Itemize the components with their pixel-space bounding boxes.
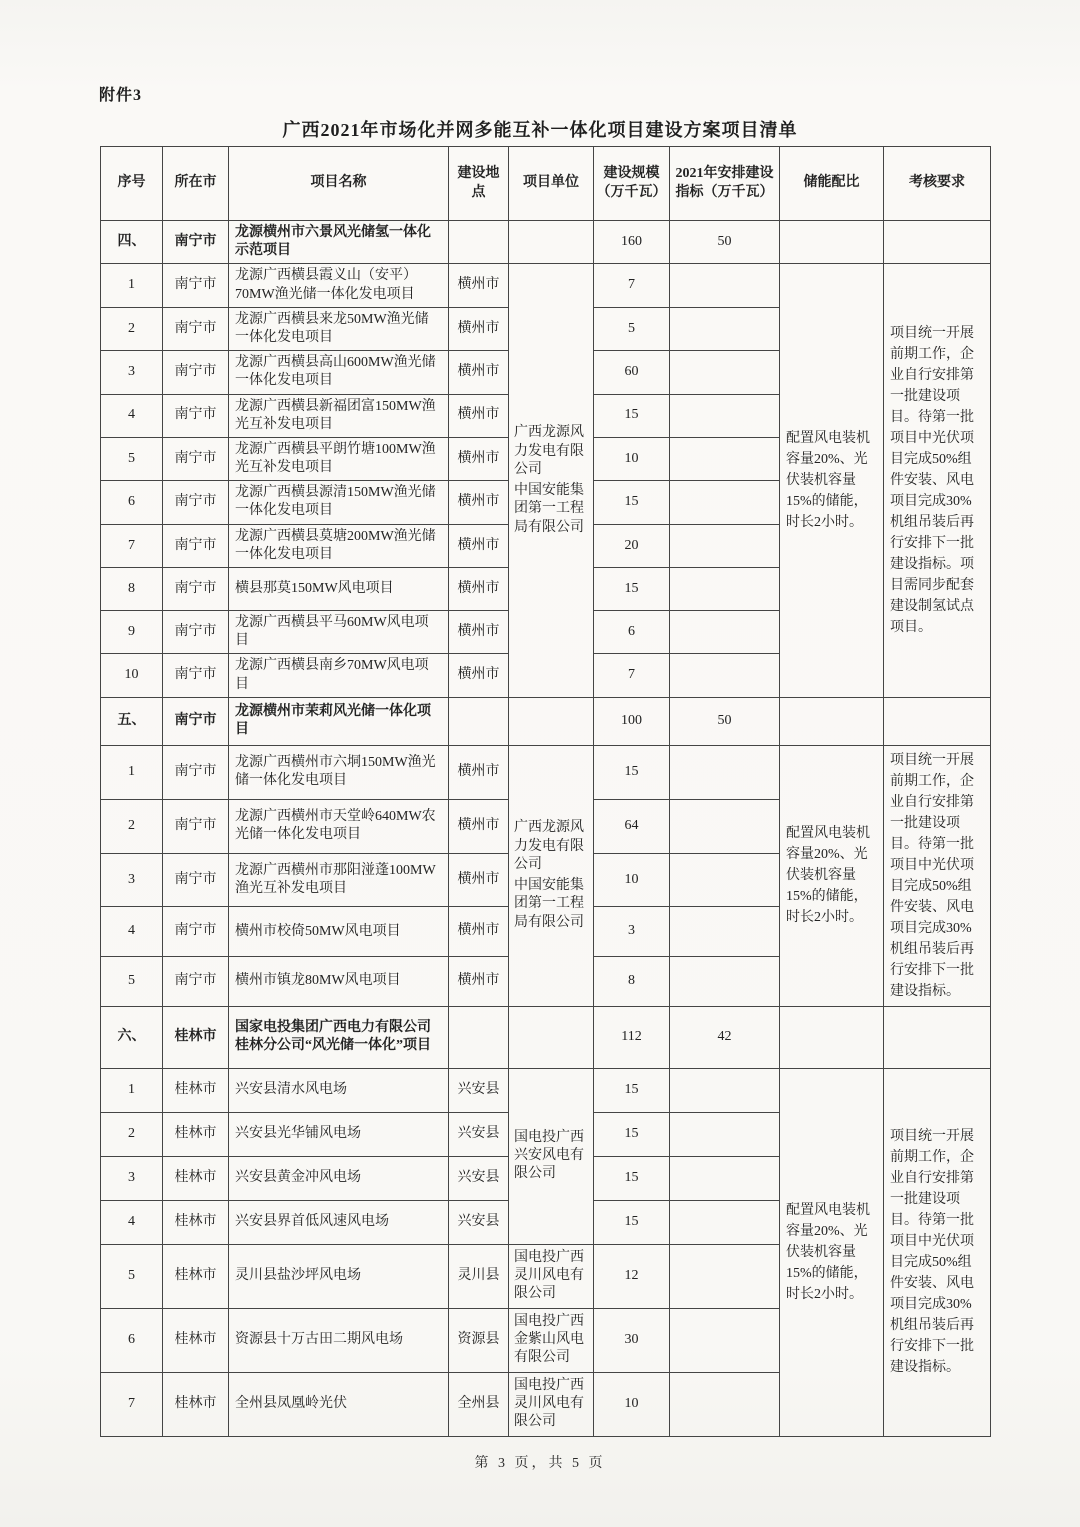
cell-city: 南宁市 bbox=[163, 437, 229, 480]
cell-indicator-empty bbox=[670, 264, 780, 307]
cell-project-name: 兴安县光华铺风电场 bbox=[229, 1112, 449, 1156]
cell-scale: 20 bbox=[594, 524, 670, 567]
cell-city: 南宁市 bbox=[163, 697, 229, 745]
section-row-5 bbox=[101, 697, 991, 745]
cell-location: 横州市 bbox=[449, 481, 509, 524]
cell-location: 横州市 bbox=[449, 745, 509, 799]
cell-indicator-empty bbox=[670, 394, 780, 437]
cell-indicator-empty bbox=[670, 745, 780, 799]
cell-scale: 10 bbox=[594, 1372, 670, 1436]
cell-location: 资源县 bbox=[449, 1308, 509, 1372]
cell-location: 兴安县 bbox=[449, 1156, 509, 1200]
cell-location: 横州市 bbox=[449, 437, 509, 480]
page-title: 广西2021年市场化并网多能互补一体化项目建设方案项目清单 bbox=[282, 120, 798, 140]
cell-seq: 5 bbox=[101, 1244, 163, 1308]
table-row bbox=[101, 264, 991, 307]
cell-seq: 6 bbox=[101, 481, 163, 524]
cell-indicator: 50 bbox=[670, 697, 780, 745]
cell-seq: 1 bbox=[101, 1068, 163, 1112]
cell-location: 横州市 bbox=[449, 568, 509, 611]
cell-indicator-empty bbox=[670, 1244, 780, 1308]
cell-project-name: 国家电投集团广西电力有限公司桂林分公司“风光储一体化”项目 bbox=[229, 1006, 449, 1068]
cell-scale: 15 bbox=[594, 1112, 670, 1156]
cell-project-name: 横州市镇龙80MW风电项目 bbox=[229, 957, 449, 1007]
cell-unit: 国电投广西金紫山风电有限公司 bbox=[509, 1308, 594, 1372]
cell-location: 横州市 bbox=[449, 907, 509, 957]
cell-storage-merged: 配置风电装机容量20%、光伏装机容量15%的储能，时长2小时。 bbox=[780, 264, 884, 697]
cell-indicator-empty bbox=[670, 307, 780, 350]
cell-indicator: 50 bbox=[670, 221, 780, 264]
cell-scale: 5 bbox=[594, 307, 670, 350]
cell-city: 桂林市 bbox=[163, 1244, 229, 1308]
cell-project-name: 龙源横州市茉莉风光储一体化项目 bbox=[229, 697, 449, 745]
cell-seq: 8 bbox=[101, 568, 163, 611]
cell-location-empty bbox=[449, 1006, 509, 1068]
cell-city: 南宁市 bbox=[163, 745, 229, 799]
cell-seq: 4 bbox=[101, 394, 163, 437]
cell-seq: 5 bbox=[101, 957, 163, 1007]
cell-city: 南宁市 bbox=[163, 394, 229, 437]
section-row-6 bbox=[101, 1006, 991, 1068]
cell-project-name: 兴安县清水风电场 bbox=[229, 1068, 449, 1112]
cell-seq: 四、 bbox=[101, 221, 163, 264]
cell-city: 南宁市 bbox=[163, 611, 229, 654]
cell-unit-merged bbox=[509, 264, 594, 697]
cell-city: 南宁市 bbox=[163, 799, 229, 853]
cell-unit-empty bbox=[509, 221, 594, 264]
project-table bbox=[100, 146, 991, 1437]
cell-city: 南宁市 bbox=[163, 351, 229, 394]
cell-city: 南宁市 bbox=[163, 654, 229, 697]
cell-seq: 3 bbox=[101, 853, 163, 907]
cell-unit-empty bbox=[509, 697, 594, 745]
cell-seq: 2 bbox=[101, 307, 163, 350]
cell-scale: 12 bbox=[594, 1244, 670, 1308]
cell-seq: 5 bbox=[101, 437, 163, 480]
cell-project-name: 龙源广西横州市那阳湴蓬100MW渔光互补发电项目 bbox=[229, 853, 449, 907]
cell-scale: 7 bbox=[594, 264, 670, 307]
cell-project-name: 龙源广西横县霞义山（安平）70MW渔光储一体化发电项目 bbox=[229, 264, 449, 307]
cell-city: 南宁市 bbox=[163, 481, 229, 524]
cell-location-empty bbox=[449, 697, 509, 745]
cell-project-name: 龙源广西横县来龙50MW渔光储一体化发电项目 bbox=[229, 307, 449, 350]
cell-indicator-empty bbox=[670, 1112, 780, 1156]
cell-assessment-empty bbox=[884, 697, 991, 745]
cell-scale: 64 bbox=[594, 799, 670, 853]
cell-location: 兴安县 bbox=[449, 1200, 509, 1244]
cell-indicator-empty bbox=[670, 654, 780, 697]
cell-scale: 30 bbox=[594, 1308, 670, 1372]
cell-location: 横州市 bbox=[449, 654, 509, 697]
cell-unit-merged bbox=[509, 745, 594, 1006]
cell-city: 南宁市 bbox=[163, 853, 229, 907]
cell-indicator-empty bbox=[670, 1308, 780, 1372]
cell-indicator-empty bbox=[670, 1372, 780, 1436]
cell-scale: 15 bbox=[594, 1156, 670, 1200]
cell-location-empty bbox=[449, 221, 509, 264]
cell-scale: 10 bbox=[594, 437, 670, 480]
cell-location: 横州市 bbox=[449, 524, 509, 567]
unit-line: 广西龙源风力发电有限公司 bbox=[514, 820, 584, 873]
unit-line: 广西龙源风力发电有限公司 bbox=[514, 425, 584, 478]
cell-seq: 1 bbox=[101, 264, 163, 307]
column-header-indicator: 2021年安排建设指标（万千瓦） bbox=[670, 147, 780, 221]
cell-assessment-merged: 项目统一开展前期工作，企业自行安排第一批建设项目。待第一批项目中光伏项目完成50%组件安装、风电项目完成30%机组吊装后再行安排下一批建设指标。 bbox=[884, 745, 991, 1006]
cell-location: 兴安县 bbox=[449, 1112, 509, 1156]
cell-storage-empty bbox=[780, 221, 884, 264]
cell-storage-empty bbox=[780, 697, 884, 745]
cell-project-name: 灵川县盐沙坪风电场 bbox=[229, 1244, 449, 1308]
cell-assessment-merged: 项目统一开展前期工作，企业自行安排第一批建设项目。待第一批项目中光伏项目完成50%组件安装、风电项目完成30%机组吊装后再行安排下一批建设指标。 bbox=[884, 1068, 991, 1436]
cell-location: 横州市 bbox=[449, 351, 509, 394]
cell-assessment-merged: 项目统一开展前期工作，企业自行安排第一批建设项目。待第一批项目中光伏项目完成50%组件安装、风电项目完成30%机组吊装后再行安排下一批建设指标。项目需同步配套建设制氢试点项目。 bbox=[884, 264, 991, 697]
cell-scale: 15 bbox=[594, 481, 670, 524]
cell-storage-empty bbox=[780, 1006, 884, 1068]
cell-indicator-empty bbox=[670, 907, 780, 957]
cell-indicator-empty bbox=[670, 437, 780, 480]
cell-indicator-empty bbox=[670, 568, 780, 611]
table-row bbox=[101, 1068, 991, 1112]
cell-seq: 4 bbox=[101, 907, 163, 957]
cell-scale: 7 bbox=[594, 654, 670, 697]
cell-indicator-empty bbox=[670, 351, 780, 394]
column-header-scale: 建设规模（万千瓦） bbox=[594, 147, 670, 221]
cell-project-name: 资源县十万古田二期风电场 bbox=[229, 1308, 449, 1372]
cell-scale: 15 bbox=[594, 1068, 670, 1112]
cell-indicator-empty bbox=[670, 481, 780, 524]
cell-location: 全州县 bbox=[449, 1372, 509, 1436]
cell-project-name: 龙源广西横州市六垌150MW渔光储一体化发电项目 bbox=[229, 745, 449, 799]
unit-line: 中国安能集团第一工程局有限公司 bbox=[514, 482, 584, 535]
cell-assessment-empty bbox=[884, 221, 991, 264]
column-header-assessment: 考核要求 bbox=[884, 147, 991, 221]
cell-location: 兴安县 bbox=[449, 1068, 509, 1112]
cell-seq: 2 bbox=[101, 799, 163, 853]
cell-city: 桂林市 bbox=[163, 1156, 229, 1200]
cell-seq: 2 bbox=[101, 1112, 163, 1156]
cell-city: 桂林市 bbox=[163, 1006, 229, 1068]
column-header-city: 所在市 bbox=[163, 147, 229, 221]
column-header-seq: 序号 bbox=[101, 147, 163, 221]
cell-city: 桂林市 bbox=[163, 1068, 229, 1112]
cell-seq: 六、 bbox=[101, 1006, 163, 1068]
cell-city: 南宁市 bbox=[163, 221, 229, 264]
cell-seq: 3 bbox=[101, 1156, 163, 1200]
page-footer: 第 3 页，共 5 页 bbox=[474, 1456, 606, 1471]
attachment-label: 附件3 bbox=[99, 87, 143, 104]
cell-seq: 9 bbox=[101, 611, 163, 654]
cell-location: 横州市 bbox=[449, 394, 509, 437]
cell-scale: 8 bbox=[594, 957, 670, 1007]
section-row-4 bbox=[101, 221, 991, 264]
cell-project-name: 龙源广西横县南乡70MW风电项目 bbox=[229, 654, 449, 697]
cell-scale: 160 bbox=[594, 221, 670, 264]
cell-indicator-empty bbox=[670, 1156, 780, 1200]
cell-project-name: 龙源广西横县平马60MW风电项目 bbox=[229, 611, 449, 654]
cell-seq: 7 bbox=[101, 524, 163, 567]
cell-storage-merged: 配置风电装机容量20%、光伏装机容量15%的储能，时长2小时。 bbox=[780, 745, 884, 1006]
cell-project-name: 兴安县黄金冲风电场 bbox=[229, 1156, 449, 1200]
cell-city: 南宁市 bbox=[163, 907, 229, 957]
table-row bbox=[101, 745, 991, 799]
cell-scale: 100 bbox=[594, 697, 670, 745]
cell-indicator-empty bbox=[670, 853, 780, 907]
cell-city: 南宁市 bbox=[163, 957, 229, 1007]
cell-scale: 15 bbox=[594, 394, 670, 437]
cell-project-name: 龙源广西横州市天堂岭640MW农光储一体化发电项目 bbox=[229, 799, 449, 853]
cell-scale: 112 bbox=[594, 1006, 670, 1068]
cell-seq: 3 bbox=[101, 351, 163, 394]
cell-project-name: 龙源广西横县新福团富150MW渔光互补发电项目 bbox=[229, 394, 449, 437]
cell-scale: 15 bbox=[594, 1200, 670, 1244]
cell-seq: 7 bbox=[101, 1372, 163, 1436]
cell-project-name: 龙源广西横县莫塘200MW渔光储一体化发电项目 bbox=[229, 524, 449, 567]
cell-city: 桂林市 bbox=[163, 1308, 229, 1372]
column-header-project-name: 项目名称 bbox=[229, 147, 449, 221]
cell-location: 横州市 bbox=[449, 264, 509, 307]
cell-scale: 15 bbox=[594, 568, 670, 611]
cell-seq: 4 bbox=[101, 1200, 163, 1244]
table-header-row bbox=[101, 147, 991, 221]
unit-line: 中国安能集团第一工程局有限公司 bbox=[514, 877, 584, 930]
cell-project-name: 龙源广西横县源清150MW渔光储一体化发电项目 bbox=[229, 481, 449, 524]
cell-indicator-empty bbox=[670, 611, 780, 654]
cell-city: 南宁市 bbox=[163, 307, 229, 350]
cell-project-name: 龙源横州市六景风光储氢一体化示范项目 bbox=[229, 221, 449, 264]
cell-scale: 60 bbox=[594, 351, 670, 394]
cell-city: 南宁市 bbox=[163, 264, 229, 307]
cell-project-name: 横州市校倚50MW风电项目 bbox=[229, 907, 449, 957]
cell-city: 桂林市 bbox=[163, 1112, 229, 1156]
cell-seq: 6 bbox=[101, 1308, 163, 1372]
column-header-storage: 储能配比 bbox=[780, 147, 884, 221]
cell-city: 桂林市 bbox=[163, 1200, 229, 1244]
column-header-location: 建设地点 bbox=[449, 147, 509, 221]
cell-indicator-empty bbox=[670, 524, 780, 567]
cell-unit: 国电投广西灵川风电有限公司 bbox=[509, 1244, 594, 1308]
cell-unit: 国电投广西灵川风电有限公司 bbox=[509, 1372, 594, 1436]
cell-city: 桂林市 bbox=[163, 1372, 229, 1436]
cell-project-name: 兴安县界首低风速风电场 bbox=[229, 1200, 449, 1244]
cell-location: 横州市 bbox=[449, 307, 509, 350]
cell-location: 横州市 bbox=[449, 957, 509, 1007]
cell-indicator: 42 bbox=[670, 1006, 780, 1068]
cell-scale: 15 bbox=[594, 745, 670, 799]
cell-storage-merged: 配置风电装机容量20%、光伏装机容量15%的储能，时长2小时。 bbox=[780, 1068, 884, 1436]
cell-project-name: 龙源广西横县高山600MW渔光储一体化发电项目 bbox=[229, 351, 449, 394]
cell-indicator-empty bbox=[670, 1068, 780, 1112]
cell-city: 南宁市 bbox=[163, 524, 229, 567]
cell-assessment-empty bbox=[884, 1006, 991, 1068]
cell-project-name: 龙源广西横县平朗竹塘100MW渔光互补发电项目 bbox=[229, 437, 449, 480]
cell-location: 横州市 bbox=[449, 799, 509, 853]
cell-scale: 3 bbox=[594, 907, 670, 957]
cell-seq: 1 bbox=[101, 745, 163, 799]
cell-project-name: 全州县凤凰岭光伏 bbox=[229, 1372, 449, 1436]
cell-city: 南宁市 bbox=[163, 568, 229, 611]
cell-scale: 10 bbox=[594, 853, 670, 907]
cell-indicator-empty bbox=[670, 957, 780, 1007]
cell-seq: 五、 bbox=[101, 697, 163, 745]
cell-scale: 6 bbox=[594, 611, 670, 654]
cell-indicator-empty bbox=[670, 1200, 780, 1244]
cell-location: 灵川县 bbox=[449, 1244, 509, 1308]
cell-unit-merged: 国电投广西兴安风电有限公司 bbox=[509, 1068, 594, 1244]
cell-indicator-empty bbox=[670, 799, 780, 853]
cell-location: 横州市 bbox=[449, 853, 509, 907]
cell-seq: 10 bbox=[101, 654, 163, 697]
cell-project-name: 横县那莫150MW风电项目 bbox=[229, 568, 449, 611]
column-header-unit: 项目单位 bbox=[509, 147, 594, 221]
cell-unit-empty bbox=[509, 1006, 594, 1068]
cell-location: 横州市 bbox=[449, 611, 509, 654]
